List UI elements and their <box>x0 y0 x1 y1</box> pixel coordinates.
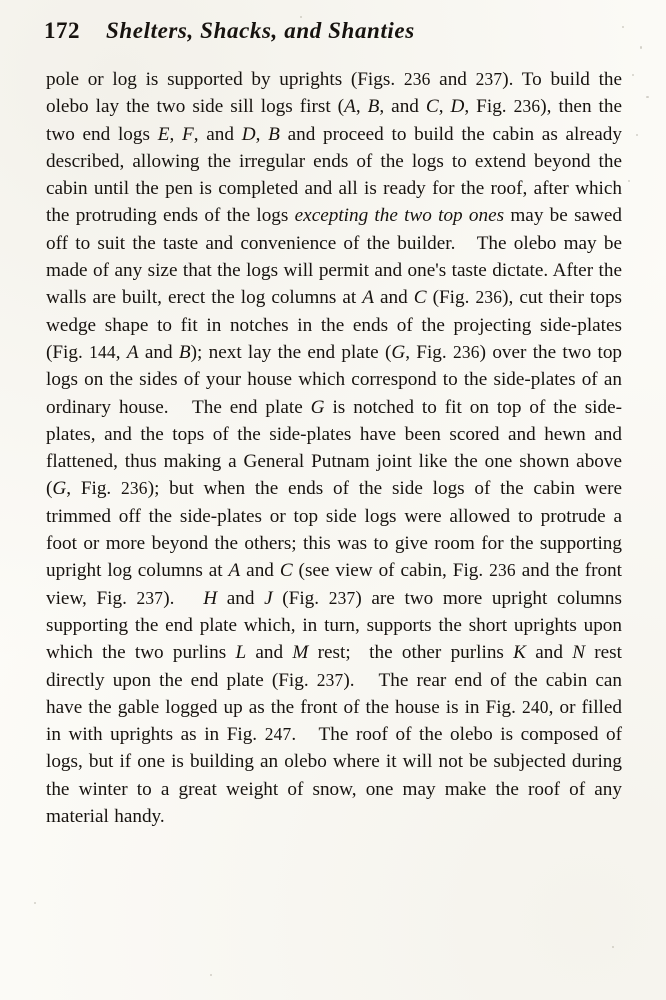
paper-speck <box>640 46 642 49</box>
paper-speck <box>612 946 614 948</box>
paper-speck <box>34 902 36 904</box>
paper-speck <box>628 180 630 182</box>
page-number: 172 <box>44 18 80 43</box>
running-title: Shelters, Shacks, and Shanties <box>106 18 415 43</box>
page-header <box>44 18 622 54</box>
paper-speck <box>622 26 624 28</box>
paper-speck <box>300 16 302 18</box>
paper-speck <box>646 96 649 98</box>
body-paragraph: pole or log is supported by uprights (Figs. 236 and 237). To build the olebo lay the two side sill logs first (A, B, and C, D, Fig. 236), then the two end logs E, F, and D, B and proceed to build the cabin as already described, allowing the irregular ends of the logs to extend beyond the cabin until the pen is completed and all is ready for the roof, after which the protruding ends of the logs excepting the two top ones may be sawed off to suit the taste and convenience of the builder. The olebo may be made of any size that the logs will permit and one's taste dictate. After the walls are built, erect the log columns at A and C (Fig. 236), cut their tops wedge shape to fit in notches in the ends of the projecting side-plates (Fig. 144, A and B); next lay the end plate (G, Fig. 236) over the two top logs on the sides of your house which correspond to the side-plates of an ordinary house. The end plate G is notched to fit on top of the side-plates, and the tops of the side-plates have been scored and hewn and flattened, thus making a General Putnam joint like the one shown above (G, Fig. 236); but when the ends of the side logs of the cabin were trimmed off the side-plates or top side logs were allowed to protrude a foot or more beyond the others; this was to give room for the supporting upright log columns at A and C (see view of cabin, Fig. 236 and the front view, Fig. 237). H and J (Fig. 237) are two more upright columns supporting the end plate which, in turn, supports the short uprights upon which the two purlins L and M rest; the other purlins K and N rest directly upon the end plate (Fig. 237). The rear end of the cabin can have the gable logged up as the front of the house is in Fig. 240, or filled in with uprights as in Fig. 247. The roof of the olebo is composed of logs, but if one is building an olebo where it will not be subjected during the winter to a great weight of snow, one may make the roof of any material handy. <box>46 69 623 828</box>
paper-speck <box>210 974 212 976</box>
paper-speck <box>632 74 634 76</box>
paper-speck <box>636 134 638 136</box>
page-body <box>46 66 622 830</box>
